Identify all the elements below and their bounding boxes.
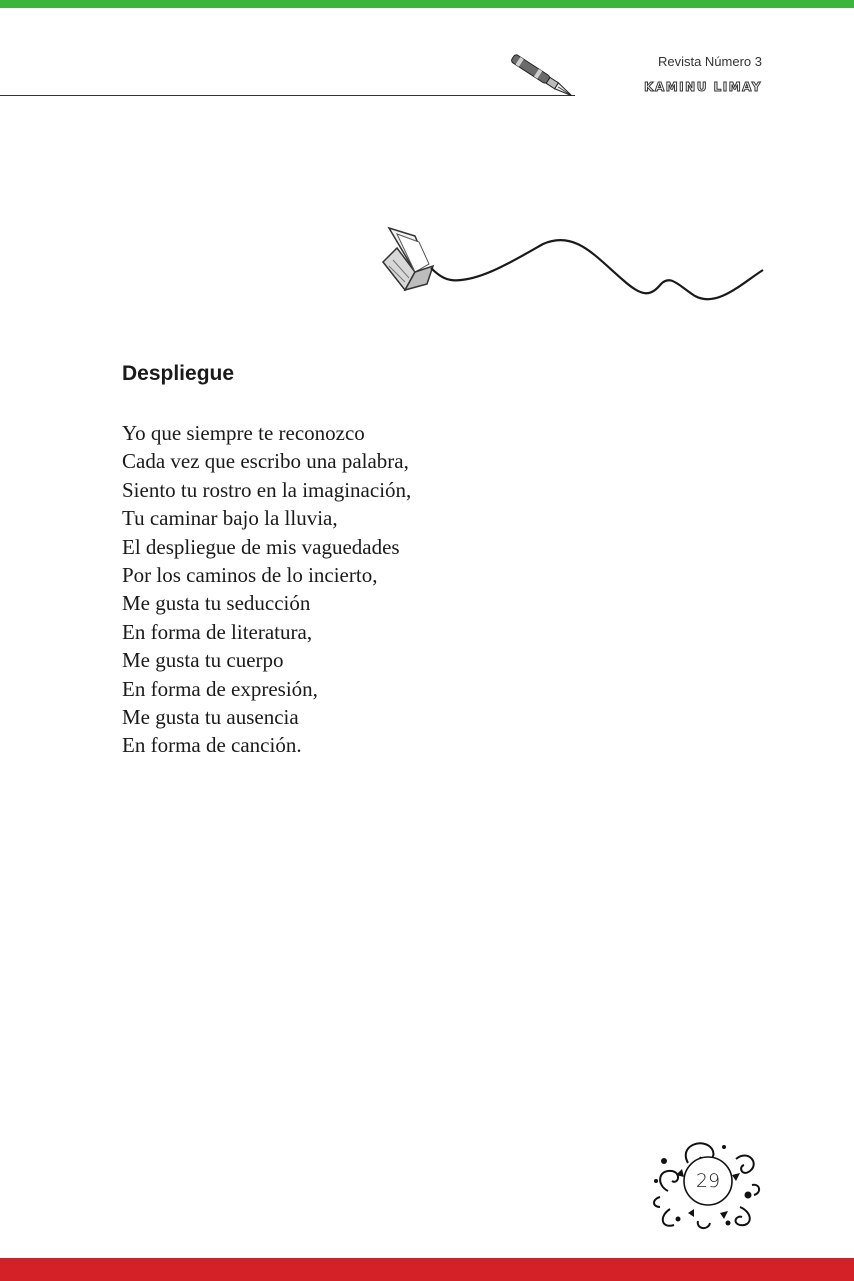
- poem-line: Me gusta tu seducción: [122, 591, 311, 616]
- poem-line: En forma de expresión,: [122, 676, 318, 701]
- poem-line: Me gusta tu ausencia: [122, 705, 299, 730]
- bottom-accent-bar: [0, 1258, 854, 1281]
- poem-line: Cada vez que escribo una palabra,: [122, 449, 409, 474]
- magazine-name: KAMINU LIMAY: [644, 80, 762, 94]
- poem-line: El despliegue de mis vaguedades: [122, 534, 400, 559]
- open-book-icon: [383, 228, 433, 290]
- poem-line: Tu caminar bajo la lluvia,: [122, 506, 338, 531]
- fountain-pen-icon: [505, 52, 580, 102]
- poem-line: En forma de canción.: [122, 733, 302, 758]
- poem-line: Siento tu rostro en la imaginación,: [122, 477, 412, 502]
- top-accent-bar: [0, 0, 854, 8]
- poem-title: Despliegue: [122, 362, 235, 385]
- poem-line: Yo que siempre te reconozco: [122, 421, 365, 445]
- header-rule: [0, 95, 575, 96]
- poem-line: Me gusta tu cuerpo: [122, 648, 284, 673]
- magazine-issue-label: Revista Número 3: [657, 54, 762, 69]
- page-number: 29: [695, 1170, 721, 1192]
- poem-body: [122, 419, 411, 760]
- book-wave-decoration: [375, 220, 767, 310]
- poem-line: En forma de literatura,: [122, 619, 313, 644]
- poem-line: Por los caminos de lo incierto,: [122, 563, 378, 588]
